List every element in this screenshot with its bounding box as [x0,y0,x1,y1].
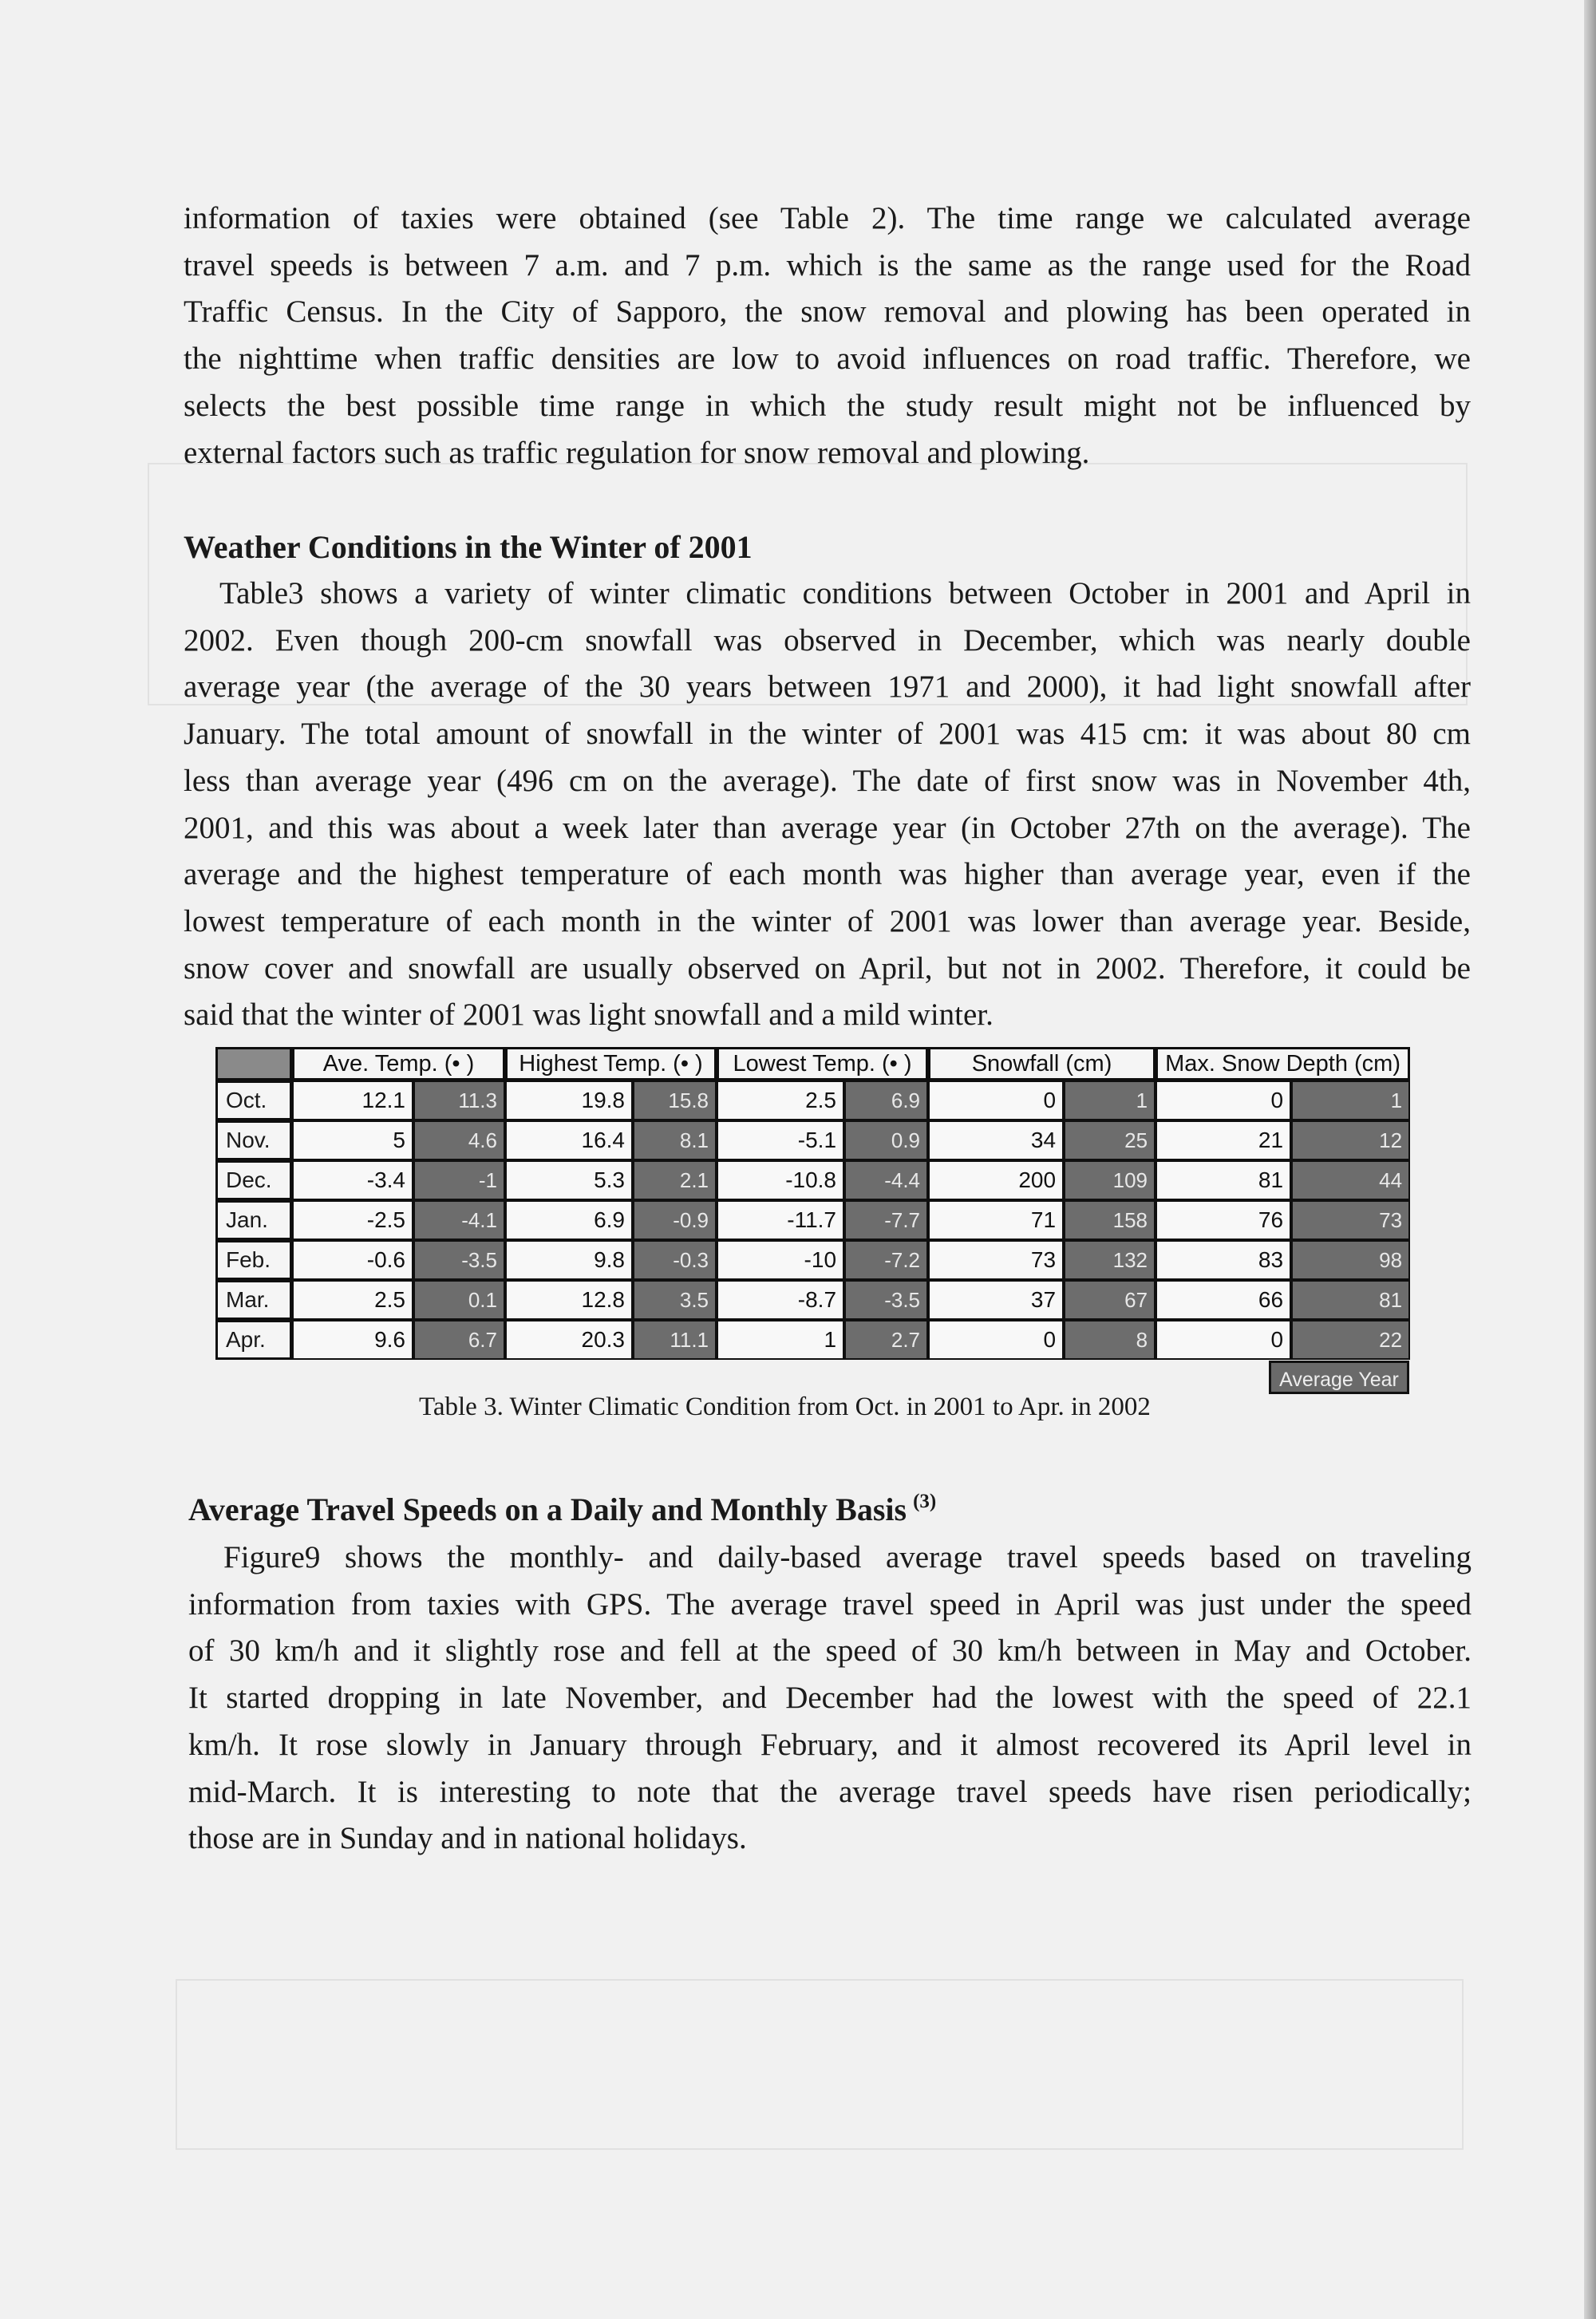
observed-value-cell: 19.8 [505,1080,633,1120]
average-year-value-cell: -7.2 [844,1240,928,1280]
average-year-value-cell: 1 [1064,1080,1156,1120]
observed-value-cell: -3.4 [292,1160,413,1200]
average-year-value-cell: 44 [1291,1160,1410,1200]
page-edge-shadow [1584,0,1596,2319]
speeds-paragraph [188,1535,1472,1863]
average-year-value-cell: 73 [1291,1200,1410,1240]
average-year-value-cell: -3.5 [413,1240,505,1280]
intro-paragraph [184,196,1471,476]
average-year-value-cell: 158 [1064,1200,1156,1240]
average-year-value-cell: 3.5 [633,1280,717,1320]
average-year-value-cell: -4.4 [844,1160,928,1200]
table-row [215,1280,1410,1320]
observed-value-cell: 81 [1156,1160,1291,1200]
section-heading-speeds-text: Average Travel Speeds on a Daily and Monthly Basis [188,1491,907,1527]
observed-value-cell: 66 [1156,1280,1291,1320]
observed-value-cell: -8.7 [717,1280,844,1320]
observed-value-cell: 5 [292,1120,413,1160]
table-corner [215,1047,292,1080]
row-month-label: Apr. [215,1320,292,1360]
intro-line: travel speeds is between 7 a.m. and 7 p.m. which is the same as the range used for the Road [184,247,1471,282]
observed-value-cell: 12.8 [505,1280,633,1320]
average-year-value-cell: 22 [1291,1320,1410,1360]
bleed-through-figure [176,1979,1464,2150]
observed-value-cell: 12.1 [292,1080,413,1120]
speeds-line: km/h. It rose slowly in January through February, and it almost recovered its April level in [188,1727,1472,1762]
average-year-value-cell: 2.1 [633,1160,717,1200]
observed-value-cell: 0 [1156,1320,1291,1360]
average-year-value-cell: 6.7 [413,1320,505,1360]
table-row [215,1200,1410,1240]
row-month-label: Feb. [215,1240,292,1280]
table-row [215,1120,1410,1160]
weather-line: average and the highest temperature of each month was higher than average year, even if the [184,857,1471,892]
average-year-value-cell: 0.1 [413,1280,505,1320]
observed-value-cell: -2.5 [292,1200,413,1240]
average-year-value-cell: -1 [413,1160,505,1200]
average-year-value-cell: 0.9 [844,1120,928,1160]
average-year-value-cell: 67 [1064,1280,1156,1320]
average-year-legend: Average Year [1269,1361,1409,1394]
observed-value-cell: 5.3 [505,1160,633,1200]
weather-line: 2001, and this was about a week later than average year (in October 27th on the average). The [184,810,1471,845]
average-year-value-cell: -0.9 [633,1200,717,1240]
average-year-value-cell: 2.7 [844,1320,928,1360]
average-year-value-cell: 81 [1291,1280,1410,1320]
observed-value-cell: -5.1 [717,1120,844,1160]
intro-line: information of taxies were obtained (see Table 2). The time range we calculated average [184,201,1471,235]
observed-value-cell: 37 [928,1280,1064,1320]
weather-line: less than average year (496 cm on the average). The date of first snow was in November 4th, [184,763,1471,798]
weather-line: Table3 shows a variety of winter climatic conditions between October in 2001 and April in [219,576,1471,610]
average-year-value-cell: -3.5 [844,1280,928,1320]
weather-paragraph [184,571,1471,1039]
average-year-value-cell: 98 [1291,1240,1410,1280]
column-header: Snowfall (cm) [928,1047,1156,1080]
average-year-value-cell: 132 [1064,1240,1156,1280]
row-month-label: Dec. [215,1160,292,1200]
observed-value-cell: 0 [928,1080,1064,1120]
average-year-value-cell: 11.3 [413,1080,505,1120]
average-year-value-cell: 11.1 [633,1320,717,1360]
observed-value-cell: 34 [928,1120,1064,1160]
observed-value-cell: 73 [928,1240,1064,1280]
observed-value-cell: 21 [1156,1120,1291,1160]
average-year-value-cell: -0.3 [633,1240,717,1280]
climate-table [215,1047,1410,1360]
column-header: Ave. Temp. (• ) [292,1047,505,1080]
table-row [215,1240,1410,1280]
reference-marker: (3) [913,1491,937,1512]
column-header: Highest Temp. (• ) [505,1047,717,1080]
observed-value-cell: 0 [1156,1080,1291,1120]
speeds-line: information from taxies with GPS. The average travel speed in April was just under the speed [188,1586,1472,1622]
observed-value-cell: -11.7 [717,1200,844,1240]
weather-line: average year (the average of the 30 years between 1971 and 2000), it had light snowfall after [184,670,1471,705]
row-month-label: Oct. [215,1080,292,1120]
observed-value-cell: 6.9 [505,1200,633,1240]
weather-line: said that the winter of 2001 was light snowfall and a mild winter. [184,998,994,1033]
speeds-line: those are in Sunday and in national holidays. [188,1821,747,1856]
average-year-value-cell: -4.1 [413,1200,505,1240]
observed-value-cell: 20.3 [505,1320,633,1360]
average-year-value-cell: 8 [1064,1320,1156,1360]
average-year-value-cell: 12 [1291,1120,1410,1160]
average-year-value-cell: 15.8 [633,1080,717,1120]
speeds-line: Figure9 shows the monthly- and daily-based average travel speeds based on traveling [223,1540,1472,1574]
average-year-value-cell: 109 [1064,1160,1156,1200]
table3-frame [215,1047,1410,1360]
observed-value-cell: -10 [717,1240,844,1280]
observed-value-cell: 9.8 [505,1240,633,1280]
observed-value-cell: 76 [1156,1200,1291,1240]
observed-value-cell: 9.6 [292,1320,413,1360]
average-year-value-cell: 1 [1291,1080,1410,1120]
weather-line: January. The total amount of snowfall in the winter of 2001 was 415 cm: it was about 80 cm [184,717,1471,752]
section-heading-speeds [188,1491,936,1528]
column-header: Max. Snow Depth (cm) [1156,1047,1410,1080]
observed-value-cell: 2.5 [717,1080,844,1120]
table-row [215,1080,1410,1120]
row-month-label: Mar. [215,1280,292,1320]
average-year-value-cell: 6.9 [844,1080,928,1120]
intro-line: the nighttime when traffic densities are low to avoid influences on road traffic. Therefore, we [184,342,1471,377]
weather-line: snow cover and snowfall are usually observed on April, but not in 2002. Therefore, it could be [184,950,1471,986]
weather-line: lowest temperature of each month in the winter of 2001 was lower than average year. Beside, [184,903,1471,938]
speeds-line: of 30 km/h and it slightly rose and fell at the speed of 30 km/h between in May and October. [188,1634,1472,1669]
intro-line: Traffic Census. In the City of Sapporo, the snow removal and plowing has been operated in [184,294,1471,330]
table-caption: Table 3. Winter Climatic Condition from Oct. in 2001 to Apr. in 2002 [419,1393,1151,1421]
average-year-value-cell: 4.6 [413,1120,505,1160]
weather-line: 2002. Even though 200-cm snowfall was observed in December, which was nearly double [184,622,1471,658]
row-month-label: Nov. [215,1120,292,1160]
speeds-line: mid-March. It is interesting to note that the average travel speeds have risen periodically; [188,1774,1472,1809]
average-year-value-cell: -7.7 [844,1200,928,1240]
row-month-label: Jan. [215,1200,292,1240]
section-heading-weather: Weather Conditions in the Winter of 2001 [184,529,753,565]
average-year-value-cell: 25 [1064,1120,1156,1160]
observed-value-cell: 1 [717,1320,844,1360]
average-year-value-cell: 8.1 [633,1120,717,1160]
observed-value-cell: 0 [928,1320,1064,1360]
intro-line: external factors such as traffic regulation for snow removal and plowing. [184,435,1090,470]
table-row [215,1320,1410,1360]
observed-value-cell: 16.4 [505,1120,633,1160]
observed-value-cell: 2.5 [292,1280,413,1320]
observed-value-cell: -0.6 [292,1240,413,1280]
observed-value-cell: -10.8 [717,1160,844,1200]
table-row [215,1160,1410,1200]
observed-value-cell: 71 [928,1200,1064,1240]
observed-value-cell: 83 [1156,1240,1291,1280]
speeds-line: It started dropping in late November, and December had the lowest with the speed of 22.1 [188,1681,1472,1716]
column-header: Lowest Temp. (• ) [717,1047,928,1080]
observed-value-cell: 200 [928,1160,1064,1200]
intro-line: selects the best possible time range in which the study result might not be influenced by [184,388,1471,423]
